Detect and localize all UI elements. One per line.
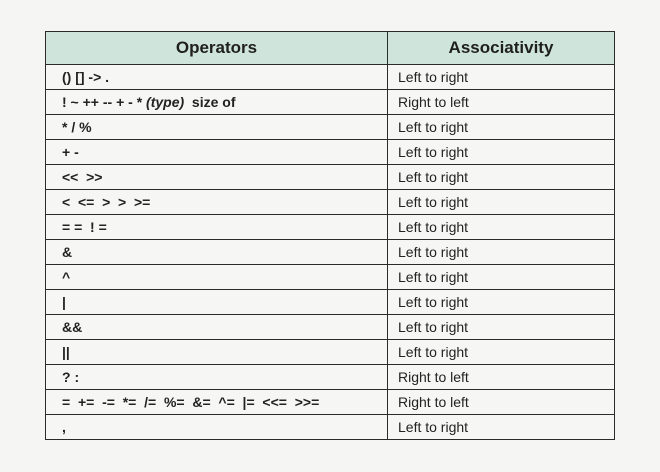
- operator-text: ,: [62, 419, 66, 435]
- operators-cell: [46, 115, 388, 140]
- operator-text: () [] -> .: [62, 69, 110, 85]
- table-row: [46, 365, 615, 390]
- table-row: [46, 165, 615, 190]
- table-row: [46, 315, 615, 340]
- operator-text: ||: [62, 344, 70, 360]
- operator-text: < <= > > >=: [62, 194, 151, 210]
- associativity-cell: Right to left: [388, 390, 615, 415]
- operator-text: ^: [62, 269, 71, 285]
- operators-cell: [46, 190, 388, 215]
- associativity-cell: Left to right: [388, 115, 615, 140]
- operator-text: + -: [62, 144, 79, 160]
- associativity-cell: Left to right: [388, 215, 615, 240]
- table-row: [46, 90, 615, 115]
- operators-cell: [46, 165, 388, 190]
- associativity-cell: Left to right: [388, 415, 615, 440]
- operator-text: = = ! =: [62, 219, 107, 235]
- operators-cell: [46, 65, 388, 90]
- associativity-header: Associativity: [388, 32, 615, 65]
- operators-cell: [46, 265, 388, 290]
- operators-cell: [46, 390, 388, 415]
- table-row: [46, 265, 615, 290]
- operator-text: &&: [62, 319, 83, 335]
- associativity-cell: Left to right: [388, 190, 615, 215]
- operator-text: &: [62, 244, 73, 260]
- operator-text: ! ~ ++ -- + - *: [62, 94, 147, 110]
- associativity-cell: Right to left: [388, 365, 615, 390]
- associativity-cell: Left to right: [388, 240, 615, 265]
- operator-precedence-table: [45, 31, 615, 440]
- operator-text: << >>: [62, 169, 103, 185]
- operators-cell: [46, 315, 388, 340]
- table-row: [46, 190, 615, 215]
- table-row: [46, 115, 615, 140]
- operators-cell: [46, 215, 388, 240]
- associativity-cell: Left to right: [388, 315, 615, 340]
- operators-cell: [46, 340, 388, 365]
- header-row: [46, 32, 615, 65]
- associativity-cell: Left to right: [388, 65, 615, 90]
- operator-text: * / %: [62, 119, 92, 135]
- operators-cell: [46, 140, 388, 165]
- operator-text: ? :: [62, 369, 80, 385]
- operators-cell: [46, 240, 388, 265]
- operator-text: |: [62, 294, 66, 310]
- operator-text: = += -= *= /= %= &= ^= |= <<= >>=: [62, 394, 320, 410]
- associativity-cell: Left to right: [388, 290, 615, 315]
- operator-text: (type): [146, 94, 185, 110]
- table-row: [46, 240, 615, 265]
- table-row: [46, 415, 615, 440]
- associativity-cell: Left to right: [388, 140, 615, 165]
- operators-cell: [46, 365, 388, 390]
- operators-cell: [46, 415, 388, 440]
- table-row: [46, 215, 615, 240]
- table-row: [46, 65, 615, 90]
- operator-text: size of: [184, 94, 236, 110]
- table-row: [46, 290, 615, 315]
- operators-header: Operators: [46, 32, 388, 65]
- associativity-cell: Left to right: [388, 265, 615, 290]
- operators-cell: [46, 290, 388, 315]
- associativity-cell: Left to right: [388, 340, 615, 365]
- operators-cell: [46, 90, 388, 115]
- associativity-cell: Right to left: [388, 90, 615, 115]
- table-row: [46, 140, 615, 165]
- associativity-cell: Left to right: [388, 165, 615, 190]
- table-row: [46, 340, 615, 365]
- table-row: [46, 390, 615, 415]
